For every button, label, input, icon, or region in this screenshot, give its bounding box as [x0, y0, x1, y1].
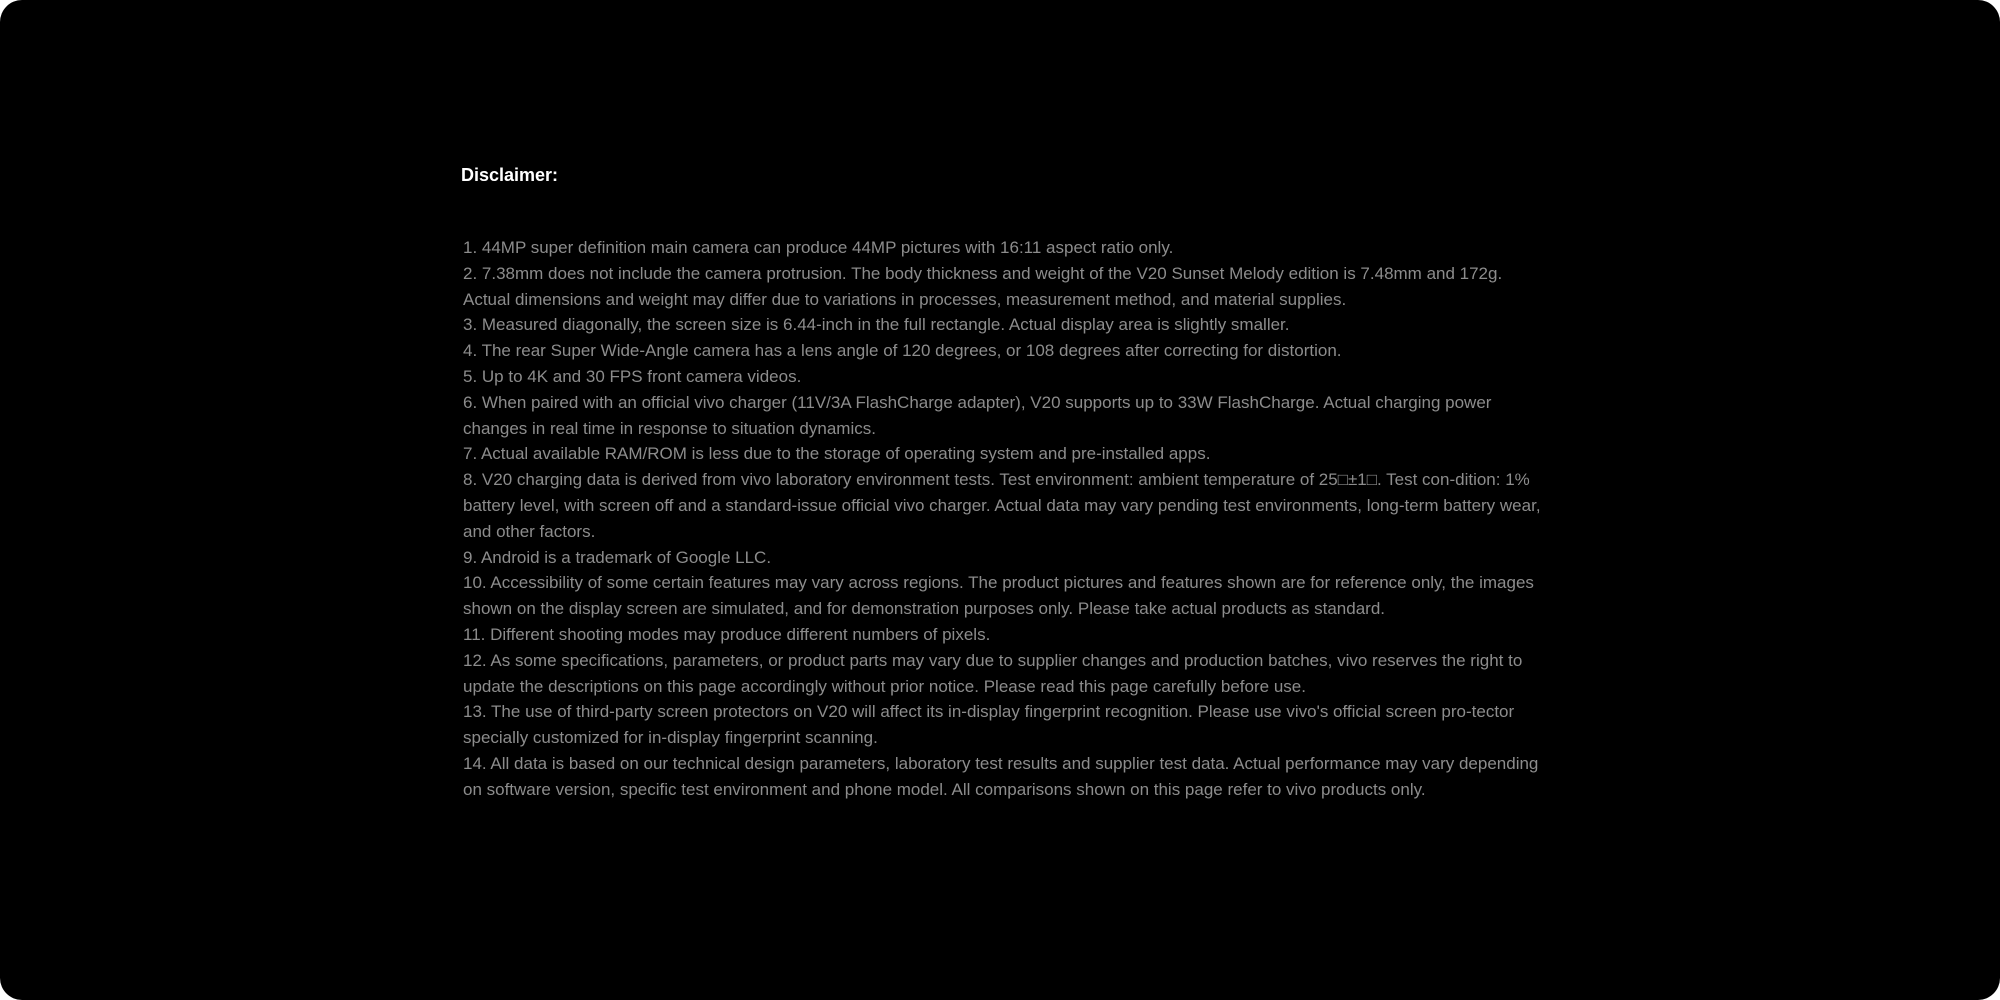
disclaimer-title: Disclaimer: [461, 165, 559, 185]
disclaimer-list [463, 235, 1541, 803]
disclaimer-item-10: 10. Accessibility of some certain features may vary across regions. The product pictures and features shown are for reference only, the images shown on the display screen are simulated, and for demonstration purposes only. Please take actual products as standard. [463, 573, 1534, 619]
disclaimer-item-4: 4. The rear Super Wide-Angle camera has a lens angle of 120 degrees, or 108 degrees after correcting for distortion. [463, 341, 1342, 361]
disclaimer-item-2: 2. 7.38mm does not include the camera protrusion. The body thickness and weight of the V20 Sunset Melody edition is 7.48mm and 172g. Actual dimensions and weight may differ due to variations in processes, measurement method, and material supplies. [463, 263, 1503, 309]
disclaimer-item-5: 5. Up to 4K and 30 FPS front camera videos. [463, 366, 802, 386]
disclaimer-item-7: 7. Actual available RAM/ROM is less due to the storage of operating system and pre-installed apps. [463, 444, 1211, 464]
disclaimer-section [461, 162, 1541, 803]
disclaimer-item-12: 12. As some specifications, parameters, or product parts may vary due to supplier changes and production batches, vivo reserves the right to update the descriptions on this page accordingly without prior notice. Please read this page carefully before use. [463, 650, 1523, 696]
disclaimer-item-9: 9. Android is a trademark of Google LLC. [463, 547, 772, 567]
disclaimer-item-1: 1. 44MP super definition main camera can produce 44MP pictures with 16:11 aspect ratio only. [463, 238, 1174, 257]
disclaimer-item-11: 11. Different shooting modes may produce different numbers of pixels. [463, 624, 991, 644]
disclaimer-item-3: 3. Measured diagonally, the screen size is 6.44-inch in the full rectangle. Actual display area is slightly smaller. [463, 315, 1290, 335]
disclaimer-item-13: 13. The use of third-party screen protectors on V20 will affect its in-display fingerprint recognition. Please use vivo's official screen pro-tector specially customized for in-display fingerprint scanning. [463, 702, 1515, 748]
disclaimer-item-14: 14. All data is based on our technical design parameters, laboratory test results and supplier test data. Actual performance may vary depending on software version, specific test environment and phone model. All comparisons shown on this page refer to vivo products only. [463, 753, 1539, 799]
disclaimer-item-6: 6. When paired with an official vivo charger (11V/3A FlashCharge adapter), V20 supports up to 33W FlashCharge. Actual charging power changes in real time in response to situation dynamics. [463, 392, 1492, 438]
disclaimer-item-8: 8. V20 charging data is derived from vivo laboratory environment tests. Test environment: ambient temperature of 25□±1□. Test con-dition: 1% battery level, with screen off and a standard-issue official vivo charger. Actual data may vary pending test environments, long-term battery wear, and other factors. [463, 470, 1541, 541]
